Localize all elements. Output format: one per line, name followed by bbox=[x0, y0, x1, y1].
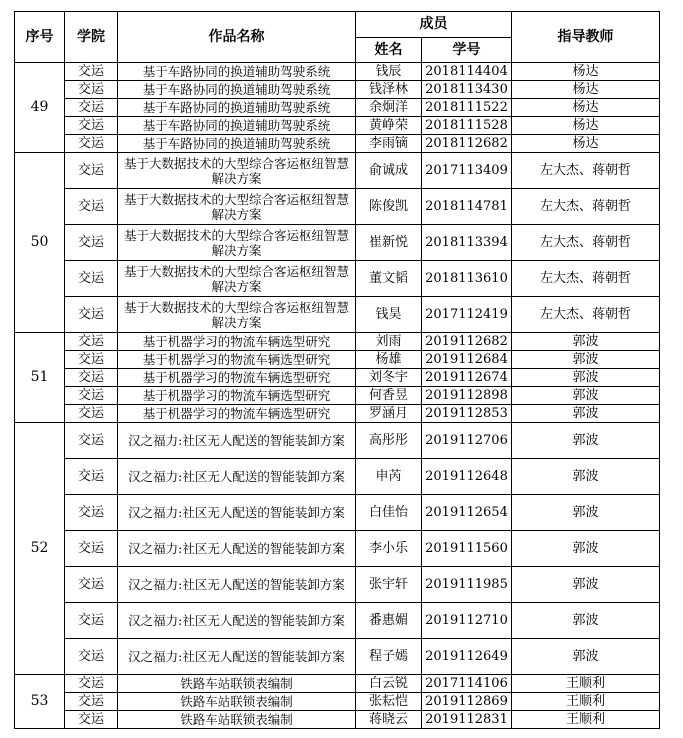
advisor-cell: 郭波 bbox=[512, 369, 660, 387]
college-cell: 交运 bbox=[65, 297, 118, 333]
student-id-cell: 2017113409 bbox=[422, 153, 512, 189]
seq-cell: 49 bbox=[15, 63, 65, 153]
advisor-cell: 郭波 bbox=[512, 459, 660, 495]
table-row bbox=[15, 99, 660, 117]
advisor-cell: 杨达 bbox=[512, 135, 660, 153]
college-cell: 交运 bbox=[65, 639, 118, 675]
project-cell: 基于车路协同的换道辅助驾驶系统 bbox=[118, 117, 356, 135]
student-id-cell: 2018113430 bbox=[422, 81, 512, 99]
table-row bbox=[15, 81, 660, 99]
student-id-cell: 2018111528 bbox=[422, 117, 512, 135]
project-cell: 汉之福力:社区无人配送的智能装卸方案 bbox=[118, 603, 356, 639]
college-cell: 交运 bbox=[65, 369, 118, 387]
name-cell: 俞诚成 bbox=[356, 153, 422, 189]
student-id-cell: 2019112674 bbox=[422, 369, 512, 387]
student-id-cell: 2018114404 bbox=[422, 63, 512, 81]
project-cell: 基于大数据技术的大型综合客运枢纽智慧解决方案 bbox=[118, 189, 356, 225]
college-cell: 交运 bbox=[65, 225, 118, 261]
name-cell: 李小乐 bbox=[356, 531, 422, 567]
student-id-cell: 2019111560 bbox=[422, 531, 512, 567]
advisor-cell: 王顺利 bbox=[512, 675, 660, 693]
advisor-cell: 郭波 bbox=[512, 603, 660, 639]
project-cell: 基于大数据技术的大型综合客运枢纽智慧解决方案 bbox=[118, 297, 356, 333]
seq-cell: 52 bbox=[15, 423, 65, 675]
project-cell: 汉之福力:社区无人配送的智能装卸方案 bbox=[118, 531, 356, 567]
advisor-cell: 王顺利 bbox=[512, 693, 660, 711]
college-cell: 交运 bbox=[65, 567, 118, 603]
college-cell: 交运 bbox=[65, 135, 118, 153]
table-row bbox=[15, 531, 660, 567]
advisor-cell: 杨达 bbox=[512, 63, 660, 81]
name-cell: 张耘恺 bbox=[356, 693, 422, 711]
student-id-cell: 2018111522 bbox=[422, 99, 512, 117]
advisor-cell: 郭波 bbox=[512, 567, 660, 603]
name-cell: 何香昱 bbox=[356, 387, 422, 405]
student-id-cell: 2019112898 bbox=[422, 387, 512, 405]
advisor-cell: 杨达 bbox=[512, 99, 660, 117]
student-id-cell: 2019112648 bbox=[422, 459, 512, 495]
seq-cell: 53 bbox=[15, 675, 65, 729]
project-cell: 汉之福力:社区无人配送的智能装卸方案 bbox=[118, 567, 356, 603]
header-name: 姓名 bbox=[356, 38, 422, 63]
project-cell: 基于大数据技术的大型综合客运枢纽智慧解决方案 bbox=[118, 261, 356, 297]
table-row bbox=[15, 135, 660, 153]
college-cell: 交运 bbox=[65, 693, 118, 711]
table-body bbox=[15, 63, 660, 729]
project-cell: 基于机器学习的物流车辆选型研究 bbox=[118, 387, 356, 405]
table-row bbox=[15, 675, 660, 693]
table-row bbox=[15, 603, 660, 639]
college-cell: 交运 bbox=[65, 603, 118, 639]
table-row bbox=[15, 567, 660, 603]
name-cell: 程子嫣 bbox=[356, 639, 422, 675]
student-id-cell: 2017114106 bbox=[422, 675, 512, 693]
header-project: 作品名称 bbox=[118, 12, 356, 63]
college-cell: 交运 bbox=[65, 495, 118, 531]
advisor-cell: 杨达 bbox=[512, 81, 660, 99]
advisor-cell: 郭波 bbox=[512, 387, 660, 405]
header-members: 成员 bbox=[356, 12, 512, 38]
name-cell: 钱泽林 bbox=[356, 81, 422, 99]
advisor-cell: 左大杰、蒋朝哲 bbox=[512, 297, 660, 333]
table-row bbox=[15, 693, 660, 711]
project-cell: 基于车路协同的换道辅助驾驶系统 bbox=[118, 81, 356, 99]
table-row bbox=[15, 495, 660, 531]
name-cell: 钱昊 bbox=[356, 297, 422, 333]
project-cell: 汉之福力:社区无人配送的智能装卸方案 bbox=[118, 459, 356, 495]
student-id-cell: 2019112710 bbox=[422, 603, 512, 639]
table-row bbox=[15, 423, 660, 459]
advisor-cell: 郭波 bbox=[512, 351, 660, 369]
header-student-id: 学号 bbox=[422, 38, 512, 63]
college-cell: 交运 bbox=[65, 153, 118, 189]
name-cell: 白云锐 bbox=[356, 675, 422, 693]
project-cell: 汉之福力:社区无人配送的智能装卸方案 bbox=[118, 639, 356, 675]
college-cell: 交运 bbox=[65, 117, 118, 135]
college-cell: 交运 bbox=[65, 81, 118, 99]
student-id-cell: 2019112853 bbox=[422, 405, 512, 423]
student-id-cell: 2018113610 bbox=[422, 261, 512, 297]
name-cell: 罗涵月 bbox=[356, 405, 422, 423]
header-seq: 序号 bbox=[15, 12, 65, 63]
project-cell: 铁路车站联锁表编制 bbox=[118, 675, 356, 693]
table-row bbox=[15, 333, 660, 351]
college-cell: 交运 bbox=[65, 675, 118, 693]
name-cell: 余炯洋 bbox=[356, 99, 422, 117]
name-cell: 白佳怡 bbox=[356, 495, 422, 531]
student-id-cell: 2019112649 bbox=[422, 639, 512, 675]
student-id-cell: 2019112684 bbox=[422, 351, 512, 369]
college-cell: 交运 bbox=[65, 423, 118, 459]
name-cell: 李雨镝 bbox=[356, 135, 422, 153]
advisor-cell: 郭波 bbox=[512, 423, 660, 459]
table-row bbox=[15, 459, 660, 495]
table-row bbox=[15, 189, 660, 225]
student-id-cell: 2017112419 bbox=[422, 297, 512, 333]
seq-cell: 51 bbox=[15, 333, 65, 423]
college-cell: 交运 bbox=[65, 333, 118, 351]
advisor-cell: 左大杰、蒋朝哲 bbox=[512, 153, 660, 189]
student-id-cell: 2019112706 bbox=[422, 423, 512, 459]
name-cell: 申芮 bbox=[356, 459, 422, 495]
table-row bbox=[15, 225, 660, 261]
advisor-cell: 郭波 bbox=[512, 495, 660, 531]
student-id-cell: 2018114781 bbox=[422, 189, 512, 225]
advisor-cell: 郭波 bbox=[512, 639, 660, 675]
table-row bbox=[15, 387, 660, 405]
college-cell: 交运 bbox=[65, 405, 118, 423]
table-row bbox=[15, 117, 660, 135]
name-cell: 钱辰 bbox=[356, 63, 422, 81]
college-cell: 交运 bbox=[65, 261, 118, 297]
advisor-cell: 王顺利 bbox=[512, 711, 660, 729]
advisor-cell: 左大杰、蒋朝哲 bbox=[512, 189, 660, 225]
table-row bbox=[15, 351, 660, 369]
table-row bbox=[15, 405, 660, 423]
project-cell: 基于机器学习的物流车辆选型研究 bbox=[118, 405, 356, 423]
project-cell: 基于大数据技术的大型综合客运枢纽智慧解决方案 bbox=[118, 153, 356, 189]
college-cell: 交运 bbox=[65, 351, 118, 369]
table-row bbox=[15, 153, 660, 189]
award-table-container bbox=[14, 11, 660, 729]
table-row bbox=[15, 63, 660, 81]
table-header bbox=[15, 12, 660, 63]
project-cell: 基于机器学习的物流车辆选型研究 bbox=[118, 351, 356, 369]
name-cell: 番惠媚 bbox=[356, 603, 422, 639]
college-cell: 交运 bbox=[65, 387, 118, 405]
table-row bbox=[15, 261, 660, 297]
project-cell: 铁路车站联锁表编制 bbox=[118, 693, 356, 711]
advisor-cell: 左大杰、蒋朝哲 bbox=[512, 261, 660, 297]
project-cell: 基于机器学习的物流车辆选型研究 bbox=[118, 333, 356, 351]
award-table bbox=[14, 11, 660, 729]
project-cell: 基于车路协同的换道辅助驾驶系统 bbox=[118, 63, 356, 81]
advisor-cell: 郭波 bbox=[512, 531, 660, 567]
college-cell: 交运 bbox=[65, 711, 118, 729]
project-cell: 铁路车站联锁表编制 bbox=[118, 711, 356, 729]
project-cell: 基于车路协同的换道辅助驾驶系统 bbox=[118, 99, 356, 117]
project-cell: 基于车路协同的换道辅助驾驶系统 bbox=[118, 135, 356, 153]
name-cell: 张宇轩 bbox=[356, 567, 422, 603]
college-cell: 交运 bbox=[65, 63, 118, 81]
college-cell: 交运 bbox=[65, 459, 118, 495]
advisor-cell: 郭波 bbox=[512, 333, 660, 351]
student-id-cell: 2018113394 bbox=[422, 225, 512, 261]
name-cell: 陈俊凯 bbox=[356, 189, 422, 225]
table-row bbox=[15, 369, 660, 387]
header-college: 学院 bbox=[65, 12, 118, 63]
name-cell: 刘雨 bbox=[356, 333, 422, 351]
seq-cell: 50 bbox=[15, 153, 65, 333]
project-cell: 汉之福力:社区无人配送的智能装卸方案 bbox=[118, 423, 356, 459]
table-row bbox=[15, 639, 660, 675]
table-row bbox=[15, 297, 660, 333]
name-cell: 杨雄 bbox=[356, 351, 422, 369]
name-cell: 蒋晓云 bbox=[356, 711, 422, 729]
name-cell: 高彤彤 bbox=[356, 423, 422, 459]
project-cell: 基于机器学习的物流车辆选型研究 bbox=[118, 369, 356, 387]
advisor-cell: 左大杰、蒋朝哲 bbox=[512, 225, 660, 261]
student-id-cell: 2019112682 bbox=[422, 333, 512, 351]
header-advisor: 指导教师 bbox=[512, 12, 660, 63]
name-cell: 崔新悦 bbox=[356, 225, 422, 261]
table-row bbox=[15, 711, 660, 729]
name-cell: 刘冬宇 bbox=[356, 369, 422, 387]
project-cell: 基于大数据技术的大型综合客运枢纽智慧解决方案 bbox=[118, 225, 356, 261]
advisor-cell: 杨达 bbox=[512, 117, 660, 135]
student-id-cell: 2019112869 bbox=[422, 693, 512, 711]
student-id-cell: 2018112682 bbox=[422, 135, 512, 153]
advisor-cell: 郭波 bbox=[512, 405, 660, 423]
student-id-cell: 2019111985 bbox=[422, 567, 512, 603]
student-id-cell: 2019112831 bbox=[422, 711, 512, 729]
student-id-cell: 2019112654 bbox=[422, 495, 512, 531]
name-cell: 董文韬 bbox=[356, 261, 422, 297]
college-cell: 交运 bbox=[65, 189, 118, 225]
name-cell: 黄峥荣 bbox=[356, 117, 422, 135]
project-cell: 汉之福力:社区无人配送的智能装卸方案 bbox=[118, 495, 356, 531]
college-cell: 交运 bbox=[65, 99, 118, 117]
college-cell: 交运 bbox=[65, 531, 118, 567]
